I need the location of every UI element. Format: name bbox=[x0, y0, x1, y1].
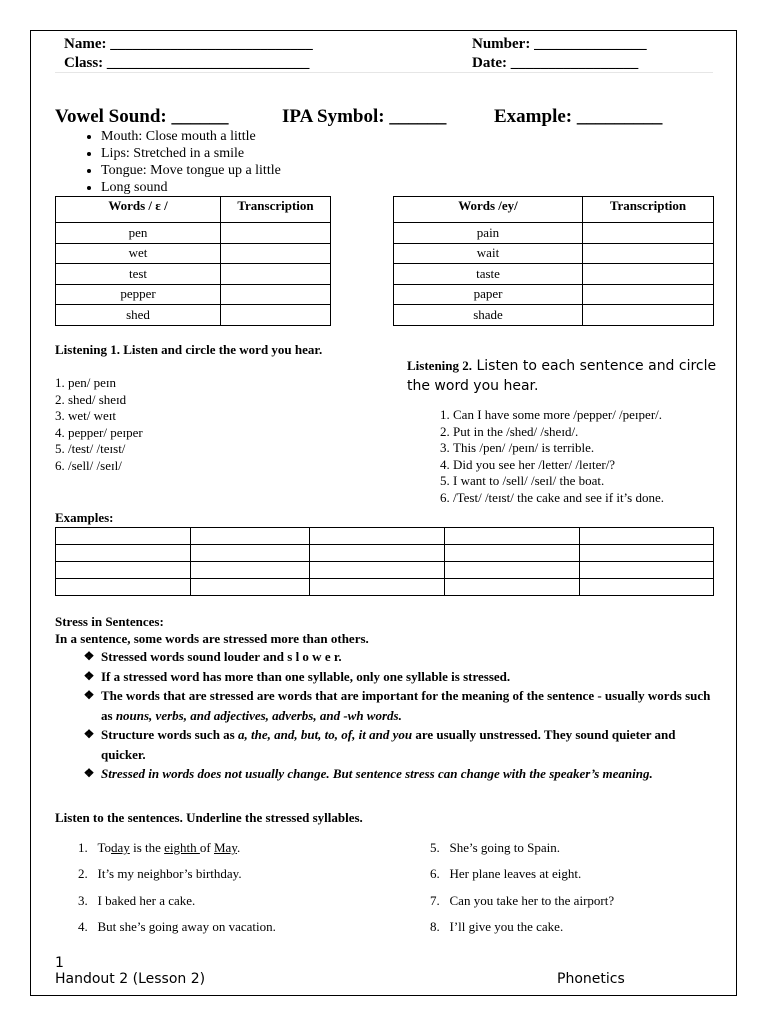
list-item: • Long sound bbox=[101, 179, 281, 196]
word-cell: taste bbox=[394, 264, 583, 285]
transcription-cell[interactable] bbox=[221, 284, 331, 305]
sentence-number: 2. bbox=[78, 866, 88, 881]
example-cell[interactable] bbox=[310, 528, 445, 545]
listening1-title: Listening 1. Listen and circle the word you hear. bbox=[55, 342, 323, 357]
syllable: To bbox=[97, 840, 112, 855]
words-table-left bbox=[55, 196, 331, 326]
example-cell[interactable] bbox=[445, 528, 580, 545]
examples-label: Examples: bbox=[55, 510, 114, 525]
table-row bbox=[56, 528, 714, 545]
sentence-7 bbox=[430, 893, 614, 909]
list-item: • Lips: Stretched in a smile bbox=[101, 145, 281, 162]
example-cell[interactable] bbox=[445, 579, 580, 596]
transcription-cell[interactable] bbox=[583, 223, 714, 244]
stressed-syllable: day bbox=[111, 840, 130, 855]
table-header: Transcription bbox=[221, 197, 331, 223]
example-cell[interactable] bbox=[56, 545, 191, 562]
sentence-3 bbox=[78, 893, 195, 909]
sentence-number: 6. bbox=[430, 866, 440, 881]
stress-rule bbox=[55, 647, 715, 667]
word-cell: test bbox=[56, 264, 221, 285]
sentence-8 bbox=[430, 919, 563, 935]
list-item: • Mouth: Close mouth a little bbox=[101, 128, 281, 145]
stress-intro: In a sentence, some words are stressed more than others. bbox=[55, 630, 369, 646]
example-cell[interactable] bbox=[56, 562, 191, 579]
sentence-number: 8. bbox=[430, 919, 440, 934]
table-header: Words / ɛ / bbox=[56, 197, 221, 223]
table-row bbox=[56, 243, 331, 264]
footer-left: Handout 2 (Lesson 2) bbox=[55, 971, 206, 987]
number-field: Number: _______________ bbox=[472, 36, 647, 52]
list-item: 6. /sell/ /seɪl/ bbox=[55, 457, 122, 473]
syllable: . bbox=[236, 840, 241, 855]
list-item: 3. wet/ weɪt bbox=[55, 408, 117, 423]
rule-text-part: are usually unstressed. They sound quieter and quicker. bbox=[101, 727, 676, 762]
table-header: Transcription bbox=[583, 197, 714, 223]
table-row bbox=[56, 305, 331, 326]
diamond-bullet-icon: ❖ bbox=[83, 688, 95, 702]
examples-table bbox=[55, 527, 714, 596]
sentence-text: But she’s going away on vacation. bbox=[97, 919, 276, 934]
ipa-symbol-label: IPA Symbol: ______ bbox=[282, 106, 447, 127]
stress-section bbox=[55, 614, 715, 784]
sentence-6 bbox=[430, 866, 581, 882]
sentence-number: 1. bbox=[78, 840, 88, 855]
list-item: 6. /Test/ /teɪst/ the cake and see if it’s done. bbox=[453, 490, 664, 507]
diamond-bullet-icon: ❖ bbox=[83, 649, 95, 663]
example-cell[interactable] bbox=[310, 579, 445, 596]
sentence-text: She’s going to Spain. bbox=[449, 840, 561, 855]
syllable: is the bbox=[129, 840, 165, 855]
sentence-number: 3. bbox=[78, 893, 88, 908]
listening2-title bbox=[407, 356, 717, 396]
date-field: Date: _________________ bbox=[472, 55, 639, 71]
word-cell: pepper bbox=[56, 284, 221, 305]
diamond-bullet-icon: ❖ bbox=[83, 668, 95, 683]
word-cell: pen bbox=[56, 223, 221, 244]
sentence-2 bbox=[78, 866, 242, 882]
sentence-text: It’s my neighbor’s birthday. bbox=[97, 866, 242, 881]
transcription-cell[interactable] bbox=[221, 305, 331, 326]
stressed-syllable: eighth bbox=[164, 840, 200, 855]
list-item: 4. pepper/ peɪper bbox=[55, 424, 143, 440]
list-item: 5. I want to /sell/ /seɪl/ the boat. bbox=[453, 473, 664, 490]
example-cell[interactable] bbox=[580, 528, 714, 545]
list-item: 1. pen/ peɪn bbox=[55, 375, 117, 390]
example-cell[interactable] bbox=[310, 562, 445, 579]
diamond-bullet-icon: ❖ bbox=[83, 766, 95, 780]
transcription-cell[interactable] bbox=[221, 223, 331, 244]
example-cell[interactable] bbox=[580, 579, 714, 596]
transcription-cell[interactable] bbox=[221, 243, 331, 264]
stressed-syllable: May bbox=[213, 840, 237, 855]
table-row bbox=[56, 562, 714, 579]
example-label: Example: _________ bbox=[494, 106, 663, 127]
articulation-bullets bbox=[55, 128, 281, 196]
rule-text-part: The words that are stressed are words that are important for the meaning of the sentence - usually words such as bbox=[101, 688, 711, 723]
table-row bbox=[56, 545, 714, 562]
list-item: 5. /test/ /teɪst/ bbox=[55, 441, 126, 456]
words-table-right bbox=[393, 196, 714, 326]
rule-text-part: Structure words such as bbox=[101, 727, 238, 742]
example-cell[interactable] bbox=[580, 562, 714, 579]
footer-right: Phonetics bbox=[557, 971, 625, 987]
transcription-cell[interactable] bbox=[221, 264, 331, 285]
listen-sentences-title: Listen to the sentences. Underline the stressed syllables. bbox=[55, 810, 363, 825]
sentence-text: I baked her a cake. bbox=[97, 893, 196, 908]
stress-rule bbox=[55, 667, 715, 687]
word-cell: shade bbox=[394, 305, 583, 326]
example-cell[interactable] bbox=[445, 562, 580, 579]
example-cell[interactable] bbox=[580, 545, 714, 562]
table-row bbox=[394, 223, 714, 244]
list-item: 4. Did you see her /letter/ /leɪter/? bbox=[453, 457, 664, 474]
stress-rule bbox=[55, 686, 715, 725]
page-number: 1 bbox=[55, 955, 64, 971]
rule-text bbox=[101, 686, 715, 725]
sentence-5 bbox=[430, 840, 560, 856]
list-item: • Tongue: Move tongue up a little bbox=[101, 162, 281, 179]
transcription-cell[interactable] bbox=[583, 264, 714, 285]
rule-text: Stressed words sound louder and s l o w e r. bbox=[101, 649, 342, 664]
table-row bbox=[394, 305, 714, 326]
stress-rule bbox=[55, 725, 715, 764]
list-item: 1. Can I have some more /pepper/ /peɪper/. bbox=[453, 407, 664, 424]
listening2-list bbox=[409, 407, 664, 506]
sentence-text: Her plane leaves at eight. bbox=[449, 866, 582, 881]
sentence-text: Can you take her to the airport? bbox=[449, 893, 615, 908]
vowel-sound-label: Vowel Sound: ______ bbox=[55, 106, 229, 127]
example-cell[interactable] bbox=[56, 579, 191, 596]
listening1-list bbox=[55, 375, 143, 474]
rule-text-italic: a, the, and, but, to, of, it and you bbox=[238, 727, 413, 742]
sentence-4 bbox=[78, 919, 276, 935]
header-divider bbox=[55, 72, 713, 73]
sentence-1 bbox=[78, 840, 240, 856]
stress-rule bbox=[55, 764, 715, 784]
example-cell[interactable] bbox=[191, 579, 310, 596]
syllable: of bbox=[199, 840, 214, 855]
example-cell[interactable] bbox=[310, 545, 445, 562]
example-cell[interactable] bbox=[191, 545, 310, 562]
class-field: Class: ___________________________ bbox=[64, 55, 310, 71]
example-cell[interactable] bbox=[445, 545, 580, 562]
sentence-number: 4. bbox=[78, 919, 88, 934]
transcription-cell[interactable] bbox=[583, 305, 714, 326]
word-cell: paper bbox=[394, 284, 583, 305]
table-header: Words /ey/ bbox=[394, 197, 583, 223]
table-row bbox=[394, 284, 714, 305]
example-cell[interactable] bbox=[191, 528, 310, 545]
table-row bbox=[56, 223, 331, 244]
transcription-cell[interactable] bbox=[583, 284, 714, 305]
list-item: 2. Put in the /shed/ /sheɪd/. bbox=[453, 424, 664, 441]
rule-text: If a stressed word has more than one syllable, only one syllable is stressed. bbox=[101, 668, 511, 684]
table-row bbox=[394, 243, 714, 264]
example-cell[interactable] bbox=[191, 562, 310, 579]
word-cell: pain bbox=[394, 223, 583, 244]
sentence-text: I’ll give you the cake. bbox=[449, 919, 564, 934]
stress-title: Stress in Sentences: bbox=[55, 614, 164, 629]
rule-text bbox=[101, 725, 715, 764]
word-cell: wet bbox=[56, 243, 221, 264]
rule-text: Stressed in words does not usually change. But sentence stress can change with the speaker’s meaning. bbox=[101, 766, 653, 781]
diamond-bullet-icon: ❖ bbox=[83, 727, 95, 741]
list-item: 3. This /pen/ /peɪn/ is terrible. bbox=[453, 440, 664, 457]
name-field: Name: ___________________________ bbox=[64, 36, 313, 52]
word-cell: wait bbox=[394, 243, 583, 264]
sentence-number: 5. bbox=[430, 840, 440, 855]
table-row bbox=[394, 264, 714, 285]
rule-text-italic: nouns, verbs, and adjectives, adverbs, and -wh words. bbox=[115, 707, 402, 723]
sentence-number: 7. bbox=[430, 893, 440, 908]
transcription-cell[interactable] bbox=[583, 243, 714, 264]
list-item: 2. shed/ sheɪd bbox=[55, 391, 127, 407]
listening2-title-bold: Listening 2. bbox=[407, 358, 473, 373]
word-cell: shed bbox=[56, 305, 221, 326]
table-row bbox=[56, 264, 331, 285]
listening2-title-rest: Listen to each sentence and circle the word you hear. bbox=[407, 358, 717, 394]
table-row bbox=[56, 284, 331, 305]
example-cell[interactable] bbox=[56, 528, 191, 545]
table-row bbox=[56, 579, 714, 596]
